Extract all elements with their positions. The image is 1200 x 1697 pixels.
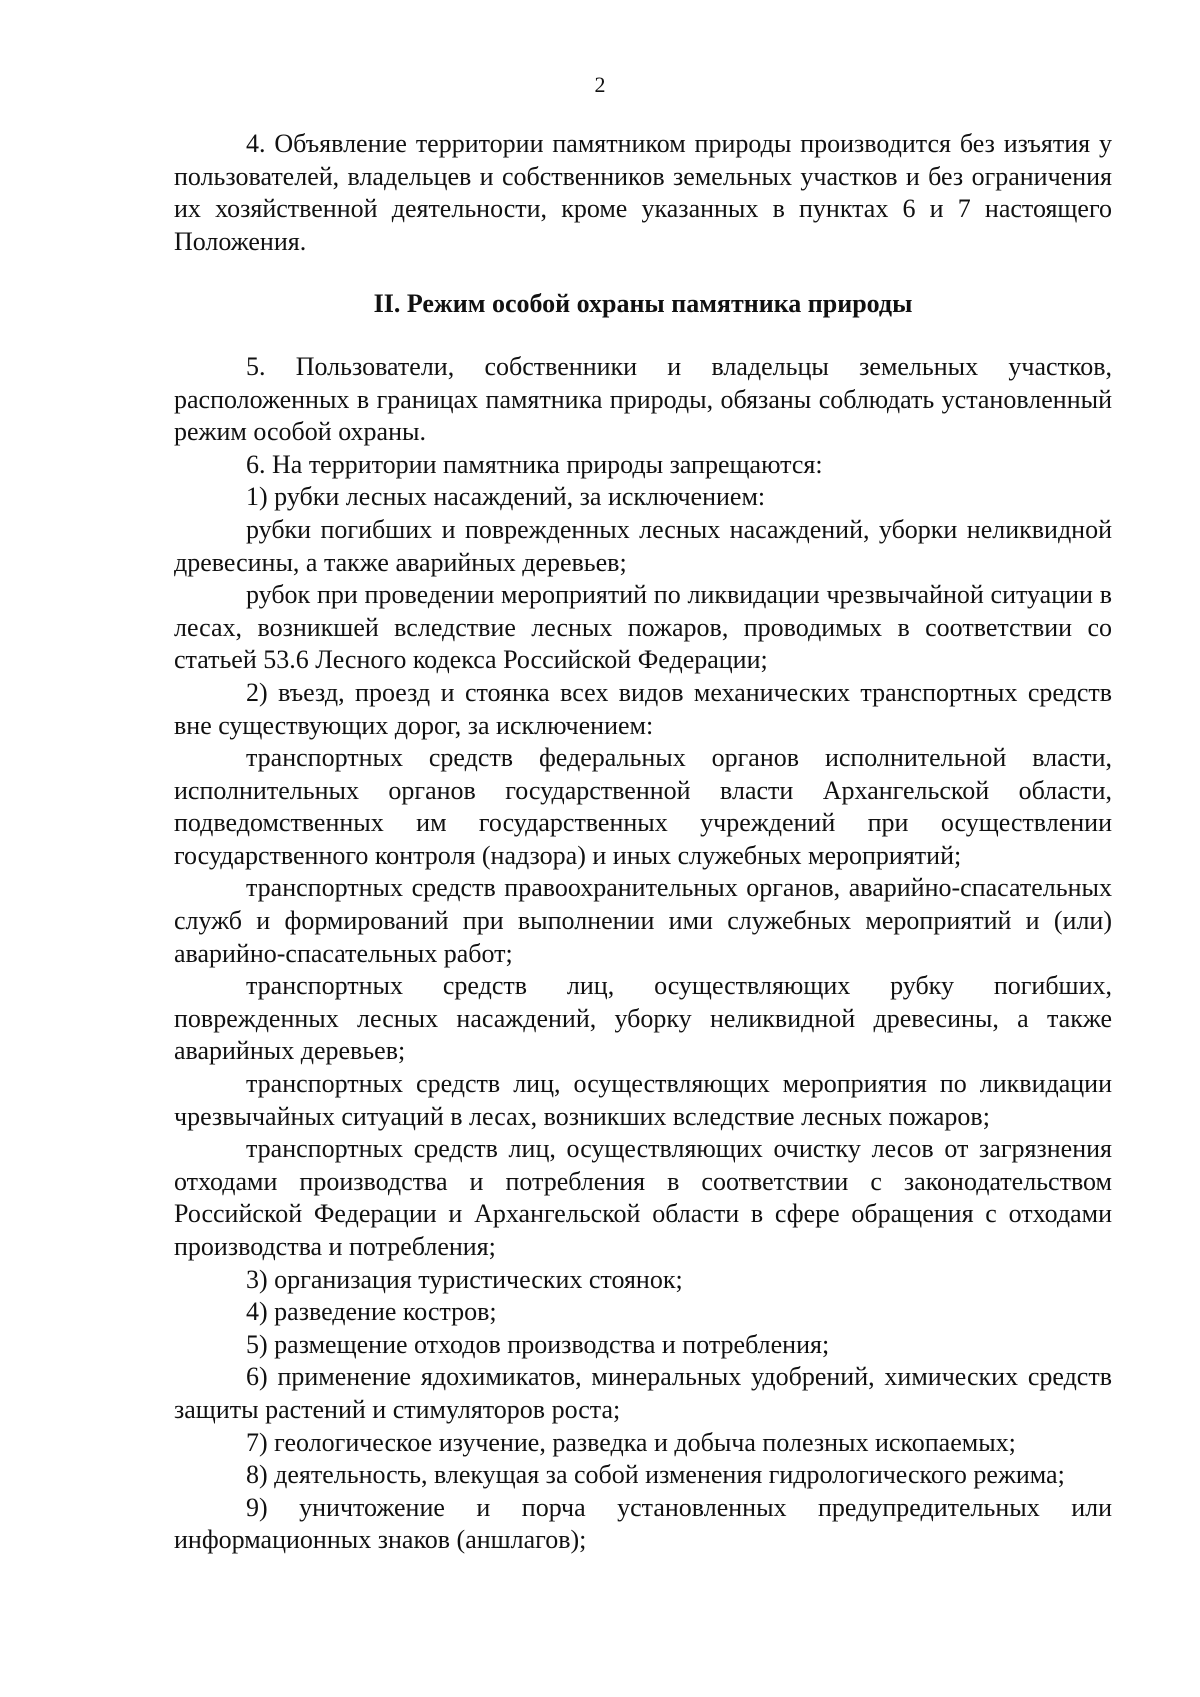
list-item-3: 3) организация туристических стоянок; [246,1264,683,1294]
list-item-8: 8) деятельность, влекущая за собой изменения гидрологического режима; [246,1460,1065,1490]
section-heading: II. Режим особой охраны памятника природы [373,289,913,319]
paragraph-4: 4. Объявление территории памятником природы производится без изъятия у пользователей, владельцев и собственников земельных участков и без ограничения их хозяйственной деятельности, кроме указанных в пунктах 6 и 7 настоящего Положения. [174,129,1112,256]
list-item-9: 9) уничтожение и порча установленных предупредительных или информационных знаков (аншлагов); [174,1492,1112,1555]
list-subitem: рубки погибших и поврежденных лесных насаждений, уборки неликвидной древесины, а также аварийных деревьев; [174,514,1112,577]
list-item-2: 2) въезд, проезд и стоянка всех видов механических транспортных средств вне существующих дорог, за исключением: [174,677,1112,740]
list-subitem: транспортных средств лиц, осуществляющих рубку погибших, поврежденных лесных насаждений, уборку неликвидной древесины, а также аварийных деревьев; [174,971,1112,1066]
page-number: 2 [594,72,606,97]
list-subitem: транспортных средств правоохранительных органов, аварийно-спасательных служб и формирований при выполнении ими служебных мероприятий и (или) аварийно-спасательных работ; [174,873,1112,968]
list-item-5: 5) размещение отходов производства и потребления; [246,1329,830,1359]
paragraph-6: 6. На территории памятника природы запрещаются: [246,449,823,479]
list-item-1: 1) рубки лесных насаждений, за исключением: [246,482,766,512]
list-subitem: транспортных средств лиц, осуществляющих мероприятия по ликвидации чрезвычайных ситуаций в лесах, возникших вследствие лесных пожаров; [174,1069,1112,1131]
list-subitem: транспортных средств федеральных органов исполнительной власти, исполнительных органов государственной власти Архангельской области, подведомственных им государственных учреждений при осуществлении государственного контроля (надзора) и иных служебных мероприятий; [174,743,1112,870]
list-subitem: рубок при проведении мероприятий по ликвидации чрезвычайной ситуации в лесах, возникшей вследствие лесных пожаров, проводимых в соответствии со статьей 53.6 Лесного кодекса Российской Федерации; [174,580,1112,675]
list-item-4: 4) разведение костров; [246,1297,497,1327]
list-subitem: транспортных средств лиц, осуществляющих очистку лесов от загрязнения отходами производства и потребления в соответствии с законодательством Российской Федерации и Архангельской области в сфере обращения с отходами производства и потребления; [174,1134,1112,1261]
list-item-7: 7) геологическое изучение, разведка и добыча полезных ископаемых; [246,1427,1016,1457]
paragraph-5: 5. Пользователи, собственники и владельцы земельных участков, расположенных в границах памятника природы, обязаны соблюдать установленный режим особой охраны. [174,351,1112,447]
list-item-6: 6) применение ядохимикатов, минеральных удобрений, химических средств защиты растений и стимуляторов роста; [174,1362,1112,1424]
document-body [174,128,1112,1557]
